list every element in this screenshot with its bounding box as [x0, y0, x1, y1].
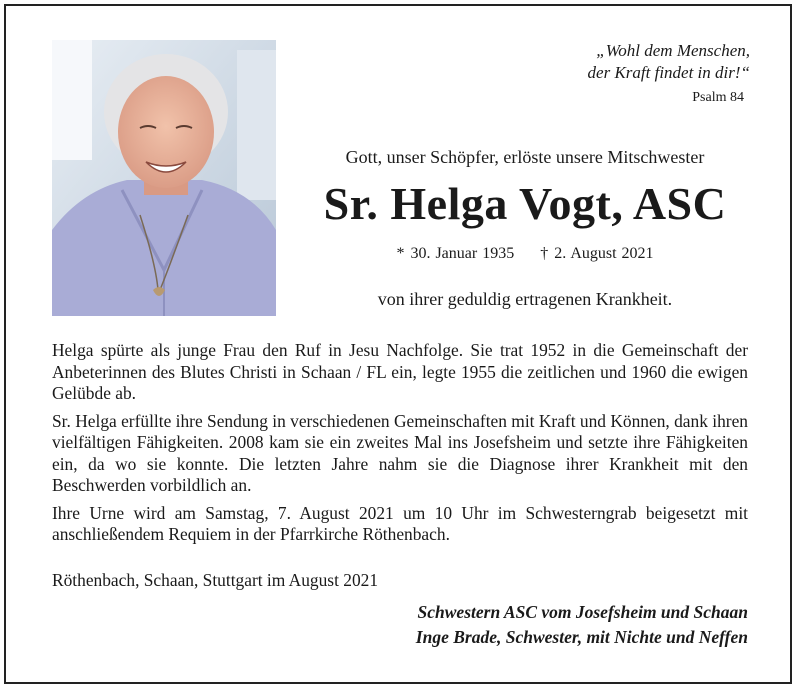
- death-date: [540, 245, 653, 263]
- funeral-details: Ihre Urne wird am Samstag, 7. August 2021 um 10 Uhr im Schwesterngrab beigesetzt mit anschließendem Requiem in der Pfarrkirche Röthenbach.: [52, 502, 748, 544]
- psalm-quote-line-1: „Wohl dem Menschen,: [596, 41, 750, 60]
- biography-paragraph-1: Helga spürte als junge Frau den Ruf in Jesu Nachfolge. Sie trat 1952 in die Gemeinschaft der Anbeterinnen des Blutes Christi in Schaan / FL ein, legte 1955 die zeitlichen und 1960 die ewigen Gelübde ab.: [52, 340, 748, 403]
- birth-date: [396, 245, 514, 263]
- portrait-photo: [52, 40, 276, 316]
- death-cross-icon: †: [540, 245, 549, 262]
- biography-paragraph-2: Sr. Helga erfüllte ihre Sendung in verschiedenen Gemeinschaften mit Kraft und Können, dank ihren vielfältigen Fähigkeiten. 2008 kam sie ein zweites Mal ins Josefsheim und setzte ihre Fähigkeiten ein, da wo sie konnte. Die letzten Jahre nahm sie die Diagnose ihrer Krankheit mit den Beschwerden vorbildlich an.: [52, 410, 748, 495]
- psalm-source: Psalm 84: [692, 90, 744, 105]
- signer-line-2: Inge Brade, Schwester, mit Nichte und Neffen: [415, 627, 748, 647]
- illness-line: von ihrer geduldig ertragenen Krankheit.: [377, 289, 673, 309]
- signer-line-1: Schwestern ASC vom Josefsheim und Schaan: [417, 602, 748, 622]
- psalm-quote-line-2: der Kraft findet in dir!“: [587, 63, 750, 82]
- birth-star-icon: *: [396, 245, 405, 262]
- death-date-value: 2. August 2021: [554, 245, 654, 262]
- biography: [52, 340, 748, 552]
- place-and-date: Röthenbach, Schaan, Stuttgart im August 2021: [52, 570, 379, 590]
- psalm-quote: [588, 40, 750, 84]
- deceased-name: Sr. Helga Vogt, ASC: [323, 178, 727, 229]
- intro-line: Gott, unser Schöpfer, erlöste unsere Mitschwester: [345, 147, 705, 167]
- birth-date-value: 30. Januar 1935: [410, 245, 515, 262]
- life-dates: [295, 245, 755, 263]
- portrait-illustration: [52, 40, 276, 316]
- signers: [416, 600, 748, 650]
